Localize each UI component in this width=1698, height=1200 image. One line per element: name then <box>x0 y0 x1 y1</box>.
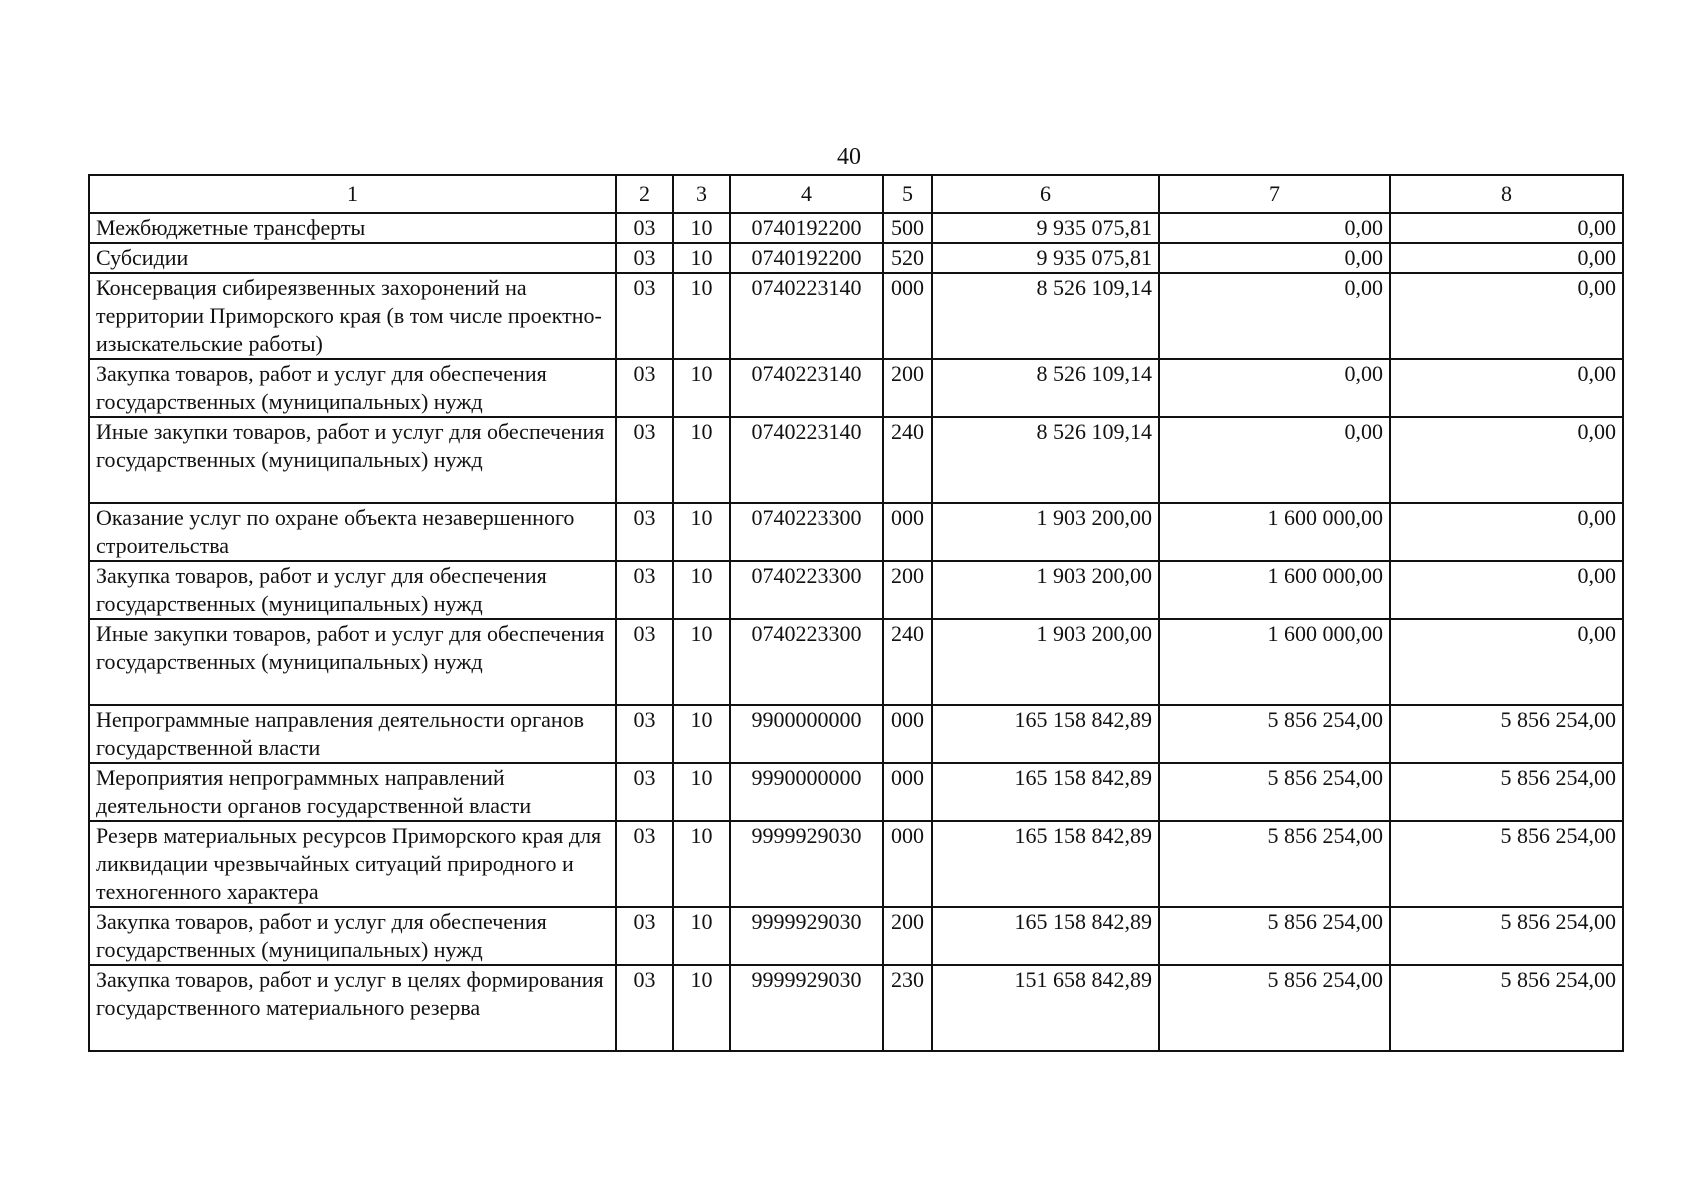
row-name: Консервация сибиреязвенных захоронений на территории Приморского края (в том числе проектно-изыскательские работы) <box>89 273 616 359</box>
amount-col6: 8 526 109,14 <box>932 359 1159 417</box>
table-row <box>89 503 1623 561</box>
target-article-code: 0740223300 <box>730 619 883 705</box>
amount-col7: 5 856 254,00 <box>1159 907 1390 965</box>
section-code: 03 <box>616 561 673 619</box>
table-row <box>89 273 1623 359</box>
target-article-code: 0740223140 <box>730 417 883 503</box>
subsection-code: 10 <box>673 965 730 1051</box>
section-code: 03 <box>616 359 673 417</box>
row-name: Резерв материальных ресурсов Приморского края для ликвидации чрезвычайных ситуаций природного и техногенного характера <box>89 821 616 907</box>
subsection-code: 10 <box>673 821 730 907</box>
amount-col6: 165 158 842,89 <box>932 821 1159 907</box>
amount-col6: 165 158 842,89 <box>932 763 1159 821</box>
table-row <box>89 243 1623 273</box>
subsection-code: 10 <box>673 359 730 417</box>
amount-col8: 0,00 <box>1390 619 1623 705</box>
table-row <box>89 907 1623 965</box>
column-header: 4 <box>730 175 883 213</box>
amount-col6: 1 903 200,00 <box>932 561 1159 619</box>
target-article-code: 9999929030 <box>730 907 883 965</box>
row-name: Межбюджетные трансферты <box>89 213 616 243</box>
column-header: 8 <box>1390 175 1623 213</box>
subsection-code: 10 <box>673 243 730 273</box>
amount-col8: 0,00 <box>1390 273 1623 359</box>
amount-col6: 8 526 109,14 <box>932 273 1159 359</box>
amount-col7: 0,00 <box>1159 359 1390 417</box>
column-header: 7 <box>1159 175 1390 213</box>
table-row <box>89 965 1623 1051</box>
amount-col8: 0,00 <box>1390 213 1623 243</box>
subsection-code: 10 <box>673 619 730 705</box>
amount-col8: 5 856 254,00 <box>1390 907 1623 965</box>
amount-col6: 165 158 842,89 <box>932 705 1159 763</box>
subsection-code: 10 <box>673 763 730 821</box>
section-code: 03 <box>616 705 673 763</box>
page-number: 40 <box>837 144 861 170</box>
amount-col7: 5 856 254,00 <box>1159 821 1390 907</box>
section-code: 03 <box>616 965 673 1051</box>
budget-table <box>88 174 1624 1052</box>
target-article-code: 9990000000 <box>730 763 883 821</box>
subsection-code: 10 <box>673 705 730 763</box>
row-name: Закупка товаров, работ и услуг для обеспечения государственных (муниципальных) нужд <box>89 907 616 965</box>
target-article-code: 0740223300 <box>730 503 883 561</box>
header-row <box>89 175 1623 213</box>
expense-type-code: 200 <box>883 907 932 965</box>
section-code: 03 <box>616 619 673 705</box>
target-article-code: 0740192200 <box>730 213 883 243</box>
amount-col8: 5 856 254,00 <box>1390 763 1623 821</box>
amount-col6: 9 935 075,81 <box>932 213 1159 243</box>
column-header: 1 <box>89 175 616 213</box>
section-code: 03 <box>616 243 673 273</box>
amount-col8: 5 856 254,00 <box>1390 821 1623 907</box>
column-header: 2 <box>616 175 673 213</box>
amount-col7: 0,00 <box>1159 273 1390 359</box>
amount-col6: 1 903 200,00 <box>932 619 1159 705</box>
expense-type-code: 240 <box>883 417 932 503</box>
row-name: Субсидии <box>89 243 616 273</box>
amount-col7: 5 856 254,00 <box>1159 705 1390 763</box>
row-name: Мероприятия непрограммных направлений деятельности органов государственной власти <box>89 763 616 821</box>
table-row <box>89 763 1623 821</box>
expense-type-code: 000 <box>883 705 932 763</box>
amount-col6: 165 158 842,89 <box>932 907 1159 965</box>
expense-type-code: 200 <box>883 561 932 619</box>
expense-type-code: 520 <box>883 243 932 273</box>
amount-col6: 1 903 200,00 <box>932 503 1159 561</box>
amount-col7: 1 600 000,00 <box>1159 503 1390 561</box>
target-article-code: 0740223140 <box>730 359 883 417</box>
target-article-code: 0740223140 <box>730 273 883 359</box>
section-code: 03 <box>616 213 673 243</box>
row-name: Иные закупки товаров, работ и услуг для обеспечения государственных (муниципальных) нужд <box>89 417 616 503</box>
amount-col8: 0,00 <box>1390 561 1623 619</box>
amount-col7: 0,00 <box>1159 213 1390 243</box>
section-code: 03 <box>616 907 673 965</box>
table-row <box>89 359 1623 417</box>
row-name: Закупка товаров, работ и услуг для обеспечения государственных (муниципальных) нужд <box>89 359 616 417</box>
amount-col7: 1 600 000,00 <box>1159 619 1390 705</box>
target-article-code: 9900000000 <box>730 705 883 763</box>
subsection-code: 10 <box>673 503 730 561</box>
subsection-code: 10 <box>673 273 730 359</box>
target-article-code: 0740192200 <box>730 243 883 273</box>
amount-col8: 5 856 254,00 <box>1390 965 1623 1051</box>
amount-col7: 5 856 254,00 <box>1159 965 1390 1051</box>
expense-type-code: 000 <box>883 503 932 561</box>
table-row <box>89 561 1623 619</box>
section-code: 03 <box>616 417 673 503</box>
column-header: 5 <box>883 175 932 213</box>
section-code: 03 <box>616 763 673 821</box>
table-row <box>89 821 1623 907</box>
expense-type-code: 500 <box>883 213 932 243</box>
expense-type-code: 240 <box>883 619 932 705</box>
amount-col7: 1 600 000,00 <box>1159 561 1390 619</box>
section-code: 03 <box>616 273 673 359</box>
target-article-code: 9999929030 <box>730 821 883 907</box>
amount-col8: 0,00 <box>1390 359 1623 417</box>
amount-col7: 5 856 254,00 <box>1159 763 1390 821</box>
expense-type-code: 200 <box>883 359 932 417</box>
target-article-code: 0740223300 <box>730 561 883 619</box>
amount-col6: 151 658 842,89 <box>932 965 1159 1051</box>
expense-type-code: 000 <box>883 763 932 821</box>
target-article-code: 9999929030 <box>730 965 883 1051</box>
expense-type-code: 230 <box>883 965 932 1051</box>
subsection-code: 10 <box>673 417 730 503</box>
amount-col6: 8 526 109,14 <box>932 417 1159 503</box>
subsection-code: 10 <box>673 561 730 619</box>
amount-col7: 0,00 <box>1159 243 1390 273</box>
row-name: Иные закупки товаров, работ и услуг для обеспечения государственных (муниципальных) нужд <box>89 619 616 705</box>
row-name: Закупка товаров, работ и услуг для обеспечения государственных (муниципальных) нужд <box>89 561 616 619</box>
column-header: 6 <box>932 175 1159 213</box>
table-row <box>89 417 1623 503</box>
table-row <box>89 213 1623 243</box>
section-code: 03 <box>616 821 673 907</box>
amount-col8: 0,00 <box>1390 503 1623 561</box>
expense-type-code: 000 <box>883 273 932 359</box>
table-row <box>89 705 1623 763</box>
subsection-code: 10 <box>673 213 730 243</box>
expense-type-code: 000 <box>883 821 932 907</box>
amount-col6: 9 935 075,81 <box>932 243 1159 273</box>
amount-col7: 0,00 <box>1159 417 1390 503</box>
section-code: 03 <box>616 503 673 561</box>
table-row <box>89 619 1623 705</box>
amount-col8: 5 856 254,00 <box>1390 705 1623 763</box>
row-name: Непрограммные направления деятельности органов государственной власти <box>89 705 616 763</box>
amount-col8: 0,00 <box>1390 243 1623 273</box>
row-name: Оказание услуг по охране объекта незавершенного строительства <box>89 503 616 561</box>
row-name: Закупка товаров, работ и услуг в целях формирования государственного материального резерва <box>89 965 616 1051</box>
subsection-code: 10 <box>673 907 730 965</box>
column-header: 3 <box>673 175 730 213</box>
amount-col8: 0,00 <box>1390 417 1623 503</box>
